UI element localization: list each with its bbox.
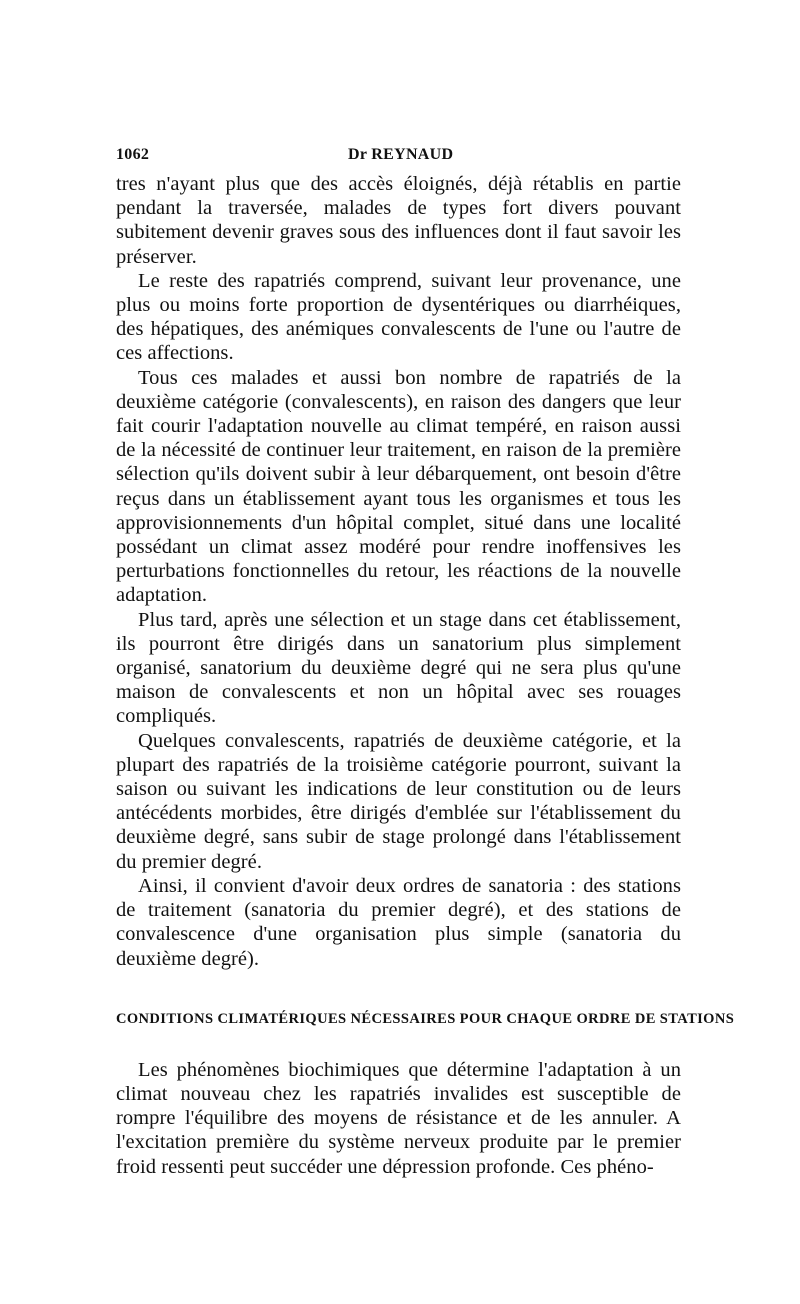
paragraph-continuation: tres n'ayant plus que des accès éloignés, déjà rétablis en partie pendant la traversée, malades de types fort divers pouvant subitement devenir graves sous des influences dont il faut savoir les préserver.	[116, 173, 681, 268]
paragraph: Plus tard, après une sélection et un stage dans cet établissement, ils pourront être dirigés dans un sanatorium plus simplement organisé, sanatorium du deuxième degré qui ne sera plus qu'une maison de convalescents et non un hôpital avec ses rouages compliqués.	[116, 608, 681, 728]
section-paragraph: Les phénomènes biochimiques que détermine l'adaptation à un climat nouveau chez les rapatriés invalides est susceptible de rompre l'équilibre des moyens de résistance et de les annuler. A l'excitation première du système nerveux produite par le premier froid ressenti peut succéder une dépression profonde. Ces phéno-	[116, 1058, 681, 1178]
paragraph: Ainsi, il convient d'avoir deux ordres de sanatoria : des stations de traitement (sanatoria du premier degré), et des stations de convalescence d'une organisation plus simple (sanatoria du deuxième degré).	[116, 874, 681, 970]
running-head: Dr REYNAUD	[348, 146, 454, 163]
book-page	[116, 146, 735, 1179]
body-text	[116, 172, 681, 971]
page-number: 1062	[116, 146, 150, 163]
section-heading: CONDITIONS CLIMATÉRIQUES NÉCESSAIRES POUR CHAQUE ORDRE DE STATIONS	[116, 1010, 735, 1027]
paragraph: Tous ces malades et aussi bon nombre de rapatriés de la deuxième catégorie (convalescents), en raison des dangers que leur fait courir l'adaptation nouvelle au climat tempéré, en raison aussi de la nécessité de continuer leur traitement, en raison de la première sélection qu'ils doivent subir à leur débarquement, ont besoin d'être reçus dans un établissement ayant tous les organismes et tous les approvisionnements d'un hôpital complet, situé dans une localité possédant un climat assez modéré pour rendre inoffensives les perturbations fonctionnelles du retour, les réactions de la nouvelle adaptation.	[116, 366, 681, 607]
paragraph: Le reste des rapatriés comprend, suivant leur provenance, une plus ou moins forte proportion de dysentériques ou diarrhéiques, des hépatiques, des anémiques convalescents de l'une ou l'autre de ces affections.	[116, 269, 681, 365]
paragraph: Quelques convalescents, rapatriés de deuxième catégorie, et la plupart des rapatriés de la troisième catégorie pourront, suivant la saison ou suivant les indications de leur constitution ou de leurs antécédents morbides, être dirigés d'emblée sur l'établissement du deuxième degré, sans subir de stage prolongé dans l'établissement du premier degré.	[116, 729, 681, 873]
page-header	[116, 146, 681, 172]
